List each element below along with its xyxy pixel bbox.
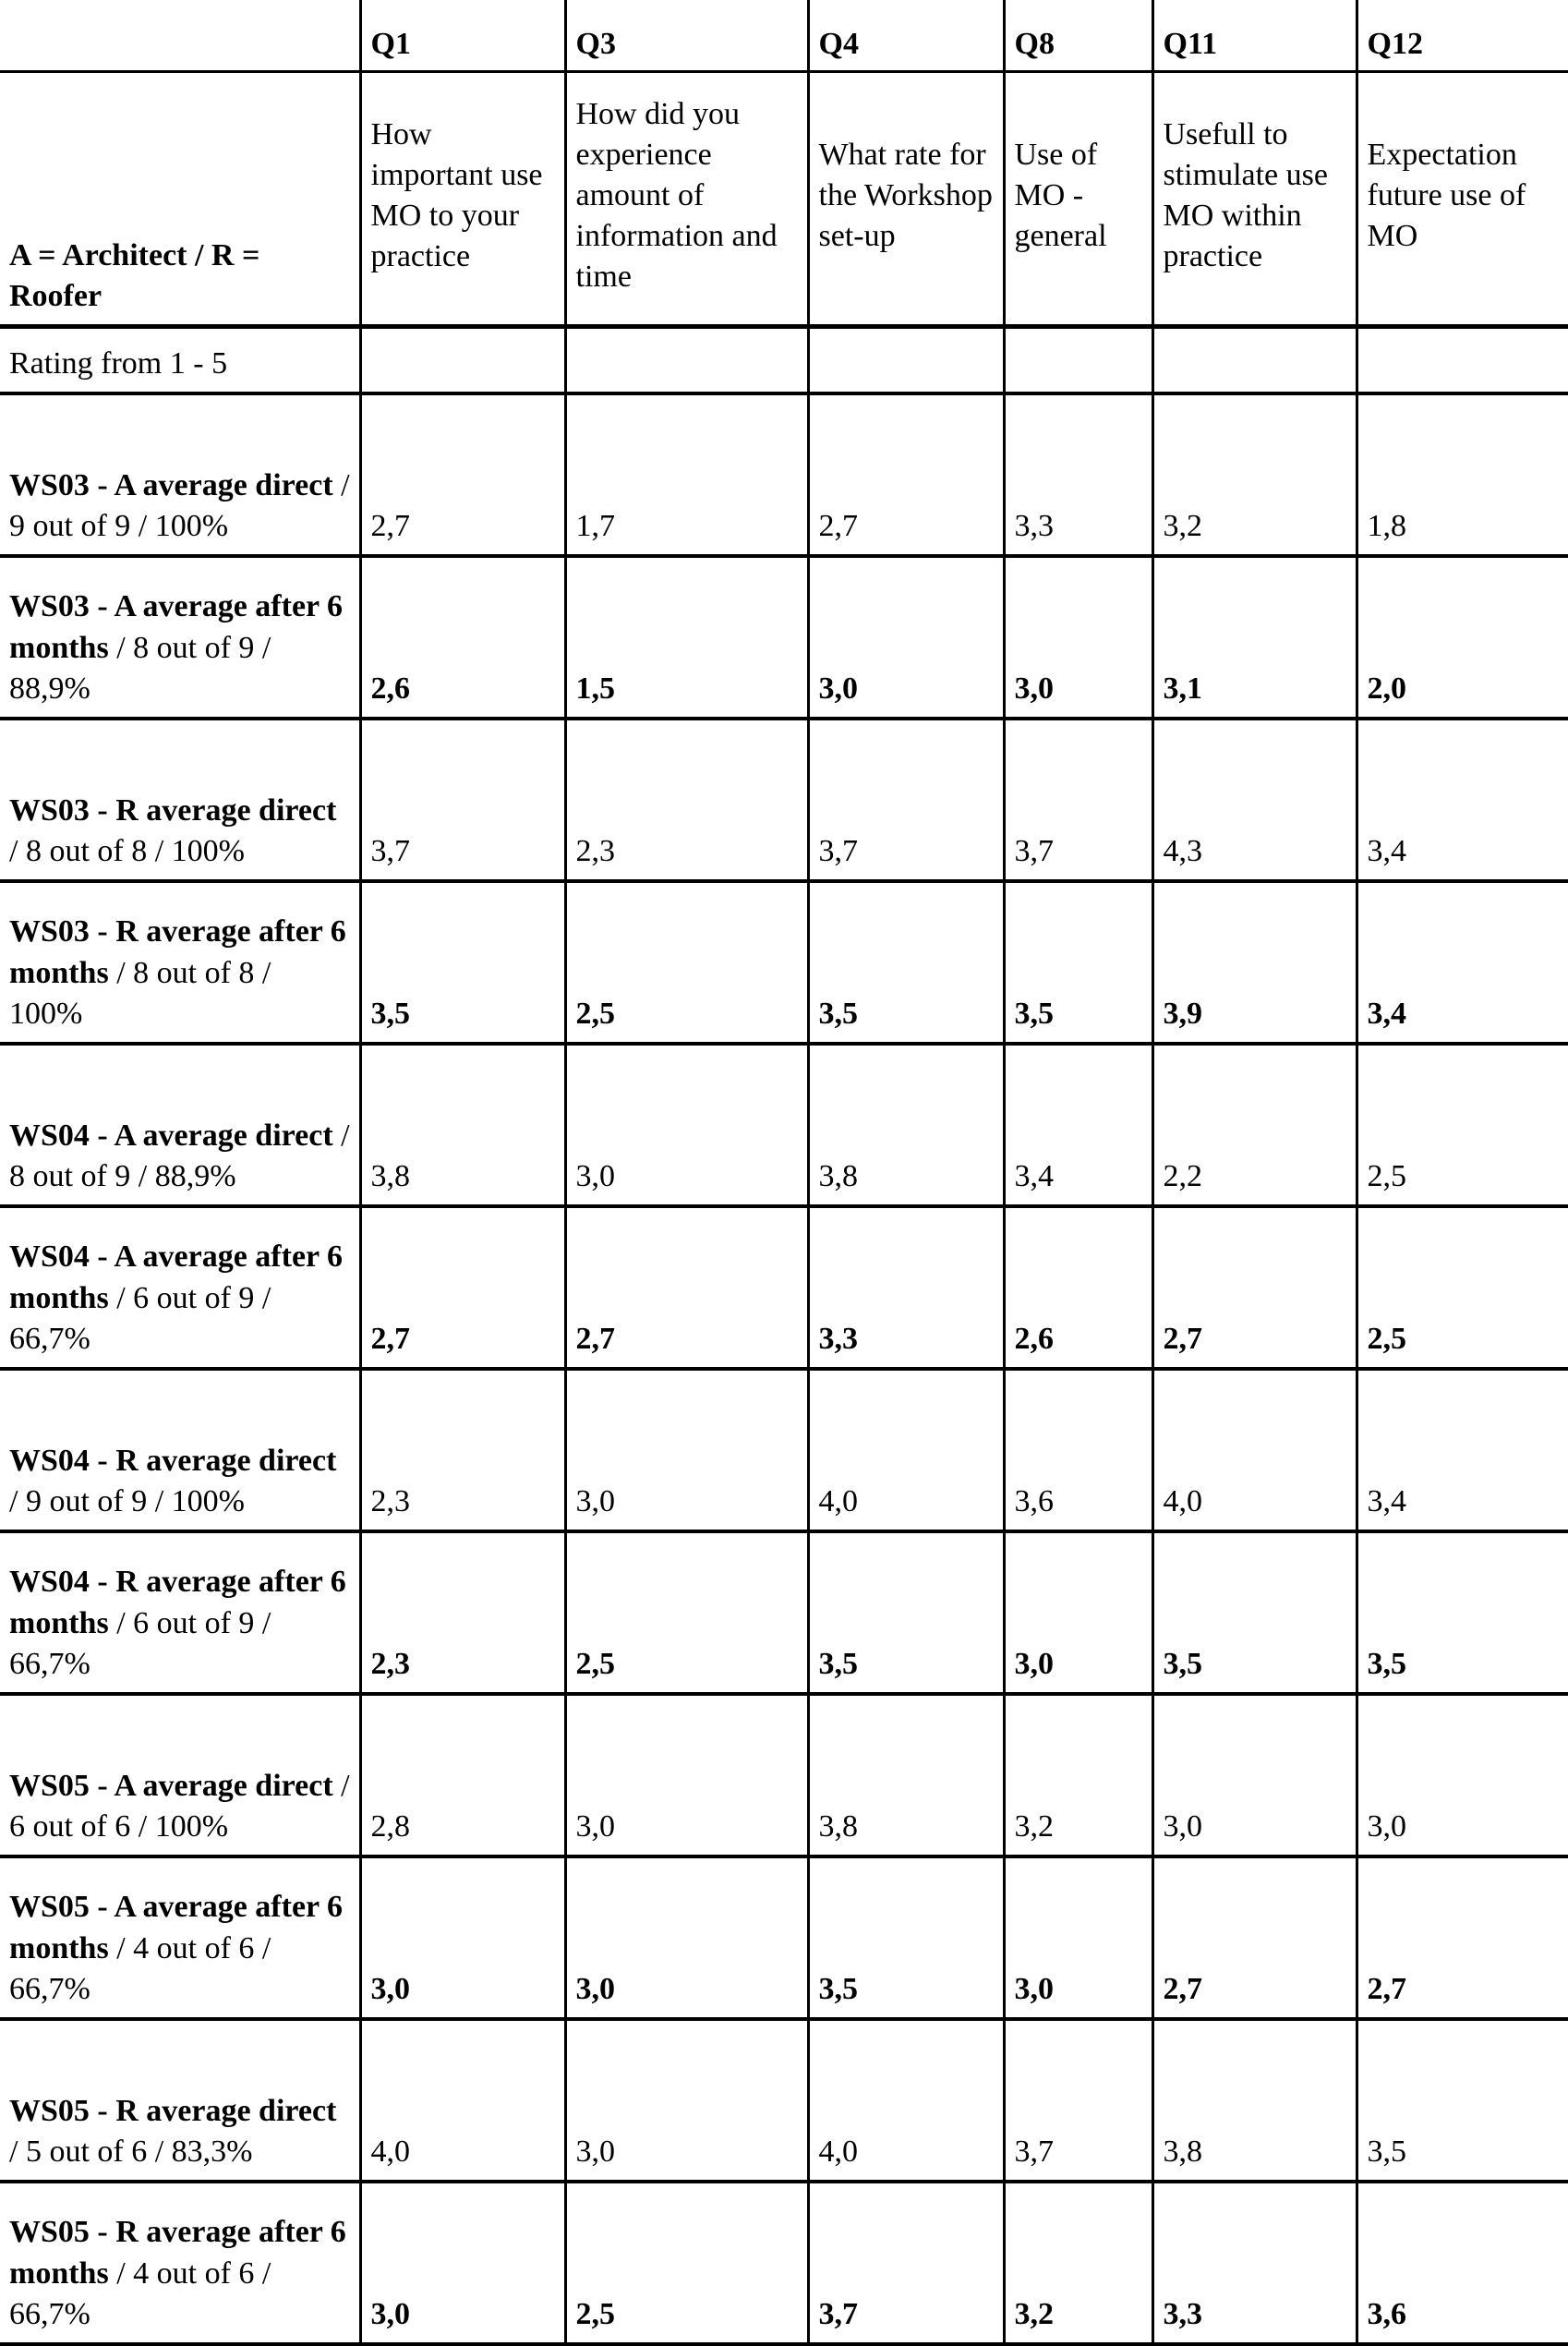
- question-description-row: [0, 72, 1568, 327]
- value-cell: 3,8: [808, 1694, 1004, 1856]
- row-label: [0, 393, 360, 556]
- header-q8: Q8: [1004, 0, 1152, 72]
- value-cell: 3,4: [1004, 1044, 1152, 1206]
- value-cell: 3,3: [808, 1206, 1004, 1369]
- table-row-ws03-a-direct: [0, 393, 1568, 556]
- value-cell: 2,3: [565, 719, 808, 881]
- value-cell: 2,8: [360, 1694, 565, 1856]
- value-cell: 4,0: [808, 1369, 1004, 1531]
- value-cell: 2,7: [360, 1206, 565, 1369]
- table-row-ws03-a-6months: [0, 556, 1568, 719]
- value-cell: 3,5: [360, 881, 565, 1044]
- value-cell: 4,3: [1152, 719, 1357, 881]
- row-label-rest: / 9 out of 9 / 100%: [9, 1483, 245, 1518]
- row-label: [0, 1044, 360, 1206]
- value-cell: 2,5: [565, 2182, 808, 2344]
- value-cell: 2,7: [360, 393, 565, 556]
- row-label-bold: WS05 - A average after 6 months: [9, 1890, 344, 1965]
- row-label: [0, 1369, 360, 1531]
- legend-label: A = Architect / R = Roofer: [0, 72, 360, 327]
- row-label: [0, 719, 360, 881]
- value-cell: 2,3: [360, 1369, 565, 1531]
- description-q1: How important use MO to your practice: [360, 72, 565, 327]
- value-cell: 2,3: [360, 1531, 565, 1694]
- value-cell: 3,0: [565, 1369, 808, 1531]
- row-label-bold: WS03 - A average direct: [9, 467, 333, 502]
- value-cell: 3,7: [808, 2182, 1004, 2344]
- value-cell: 2,2: [1152, 1044, 1357, 1206]
- row-label-rest: / 6 out of 6 / 100%: [9, 1768, 350, 1844]
- row-label-rest: / 8 out of 8 / 100%: [9, 833, 245, 868]
- row-label-rest: / 8 out of 9 / 88,9%: [9, 1118, 350, 1193]
- row-label-bold: WS04 - A average direct: [9, 1118, 333, 1153]
- value-cell: 3,5: [808, 1856, 1004, 2019]
- corner-cell: [0, 0, 360, 72]
- row-label-bold: WS05 - R average direct: [9, 2093, 337, 2128]
- row-label-bold: WS05 - R average after 6 months: [9, 2215, 346, 2291]
- rating-note: Rating from 1 - 5: [0, 327, 360, 394]
- value-cell: 3,3: [1152, 2182, 1357, 2344]
- value-cell: 1,5: [565, 556, 808, 719]
- row-label: [0, 2019, 360, 2182]
- value-cell: 4,0: [808, 2019, 1004, 2182]
- value-cell: 3,0: [565, 1694, 808, 1856]
- value-cell: 3,0: [565, 1044, 808, 1206]
- value-cell: 3,7: [1004, 719, 1152, 881]
- row-label: [0, 1856, 360, 2019]
- row-label: [0, 1694, 360, 1856]
- rating-scale-row: [0, 327, 1568, 394]
- value-cell: 2,5: [565, 1531, 808, 1694]
- value-cell: 3,0: [808, 556, 1004, 719]
- value-cell: 3,2: [1004, 2182, 1152, 2344]
- value-cell: 3,8: [360, 1044, 565, 1206]
- value-cell: 2,6: [360, 556, 565, 719]
- row-label: [0, 2182, 360, 2344]
- header-q1: Q1: [360, 0, 565, 72]
- value-cell: 3,0: [360, 2182, 565, 2344]
- value-cell: 3,0: [1004, 556, 1152, 719]
- row-label: [0, 1206, 360, 1369]
- table-row-ws05-a-direct: [0, 1694, 1568, 1856]
- row-label-bold: WS03 - A average after 6 months: [9, 589, 344, 665]
- value-cell: 4,0: [360, 2019, 565, 2182]
- value-cell: 2,6: [1004, 1206, 1152, 1369]
- value-cell: 2,7: [1152, 1206, 1357, 1369]
- value-cell: 2,7: [1152, 1856, 1357, 2019]
- row-label: [0, 881, 360, 1044]
- value-cell: 2,7: [808, 393, 1004, 556]
- table-row-ws05-r-6months: [0, 2182, 1568, 2344]
- value-cell: 4,0: [1152, 1369, 1357, 1531]
- value-cell: 3,6: [1004, 1369, 1152, 1531]
- value-cell: 3,8: [1152, 2019, 1357, 2182]
- row-label-bold: WS03 - R average direct: [9, 792, 337, 828]
- value-cell: 3,4: [1357, 881, 1568, 1044]
- row-label-bold: WS04 - R average after 6 months: [9, 1565, 346, 1640]
- value-cell: 1,7: [565, 393, 808, 556]
- value-cell: 3,0: [565, 1856, 808, 2019]
- value-cell: 3,7: [1004, 2019, 1152, 2182]
- value-cell: 1,8: [1357, 393, 1568, 556]
- value-cell: 3,5: [1357, 2019, 1568, 2182]
- value-cell: 3,3: [1004, 393, 1152, 556]
- table-row-ws04-a-6months: [0, 1206, 1568, 1369]
- value-cell: 3,5: [1152, 1531, 1357, 1694]
- table-row-ws03-r-direct: [0, 719, 1568, 881]
- row-label-bold: WS04 - A average after 6 months: [9, 1240, 344, 1315]
- description-q4: What rate for the Workshop set-up: [808, 72, 1004, 327]
- value-cell: 2,5: [565, 881, 808, 1044]
- value-cell: 3,7: [360, 719, 565, 881]
- value-cell: 3,7: [808, 719, 1004, 881]
- row-label-rest: / 6 out of 9 / 66,7%: [9, 1605, 271, 1681]
- value-cell: 3,2: [1152, 393, 1357, 556]
- header-q3: Q3: [565, 0, 808, 72]
- value-cell: 3,0: [1357, 1694, 1568, 1856]
- row-label-rest: / 8 out of 8 / 100%: [9, 955, 271, 1031]
- description-q8: Use of MO - general: [1004, 72, 1152, 327]
- row-label-rest: / 9 out of 9 / 100%: [9, 467, 350, 543]
- value-cell: 3,0: [360, 1856, 565, 2019]
- row-label-bold: WS04 - R average direct: [9, 1443, 337, 1478]
- value-cell: 3,9: [1152, 881, 1357, 1044]
- value-cell: 3,8: [808, 1044, 1004, 1206]
- value-cell: 3,1: [1152, 556, 1357, 719]
- table-row-ws05-r-direct: [0, 2019, 1568, 2182]
- header-q11: Q11: [1152, 0, 1357, 72]
- value-cell: 3,5: [1004, 881, 1152, 1044]
- table-row-ws04-a-direct: [0, 1044, 1568, 1206]
- row-label: [0, 1531, 360, 1694]
- description-q3: How did you experience amount of information and time: [565, 72, 808, 327]
- value-cell: 2,7: [565, 1206, 808, 1369]
- header-q4: Q4: [808, 0, 1004, 72]
- description-q12: Expectation future use of MO: [1357, 72, 1568, 327]
- value-cell: 3,4: [1357, 719, 1568, 881]
- value-cell: 3,5: [808, 881, 1004, 1044]
- question-header-row: [0, 0, 1568, 72]
- value-cell: 3,0: [1152, 1694, 1357, 1856]
- row-label-bold: WS03 - R average after 6 months: [9, 914, 346, 990]
- table-row-ws05-a-6months: [0, 1856, 1568, 2019]
- row-label: [0, 556, 360, 719]
- value-cell: 3,6: [1357, 2182, 1568, 2344]
- description-q11: Usefull to stimulate use MO within practice: [1152, 72, 1357, 327]
- value-cell: 2,5: [1357, 1044, 1568, 1206]
- value-cell: 3,0: [1004, 1856, 1152, 2019]
- value-cell: 3,0: [565, 2019, 808, 2182]
- value-cell: 3,5: [808, 1531, 1004, 1694]
- row-label-rest: / 4 out of 6 / 66,7%: [9, 1930, 271, 2006]
- table-row-ws04-r-6months: [0, 1531, 1568, 1694]
- row-label-bold: WS05 - A average direct: [9, 1768, 333, 1803]
- value-cell: 3,5: [1357, 1531, 1568, 1694]
- value-cell: 3,4: [1357, 1369, 1568, 1531]
- value-cell: 3,0: [1004, 1531, 1152, 1694]
- header-q12: Q12: [1357, 0, 1568, 72]
- table-row-ws04-r-direct: [0, 1369, 1568, 1531]
- value-cell: 2,0: [1357, 556, 1568, 719]
- value-cell: 2,7: [1357, 1856, 1568, 2019]
- row-label-rest: / 8 out of 9 / 88,9%: [9, 630, 271, 706]
- value-cell: 3,2: [1004, 1694, 1152, 1856]
- table-row-ws03-r-6months: [0, 881, 1568, 1044]
- row-label-rest: / 6 out of 9 / 66,7%: [9, 1280, 271, 1356]
- row-label-rest: / 5 out of 6 / 83,3%: [9, 2134, 253, 2169]
- row-label-rest: / 4 out of 6 / 66,7%: [9, 2255, 271, 2331]
- value-cell: 2,5: [1357, 1206, 1568, 1369]
